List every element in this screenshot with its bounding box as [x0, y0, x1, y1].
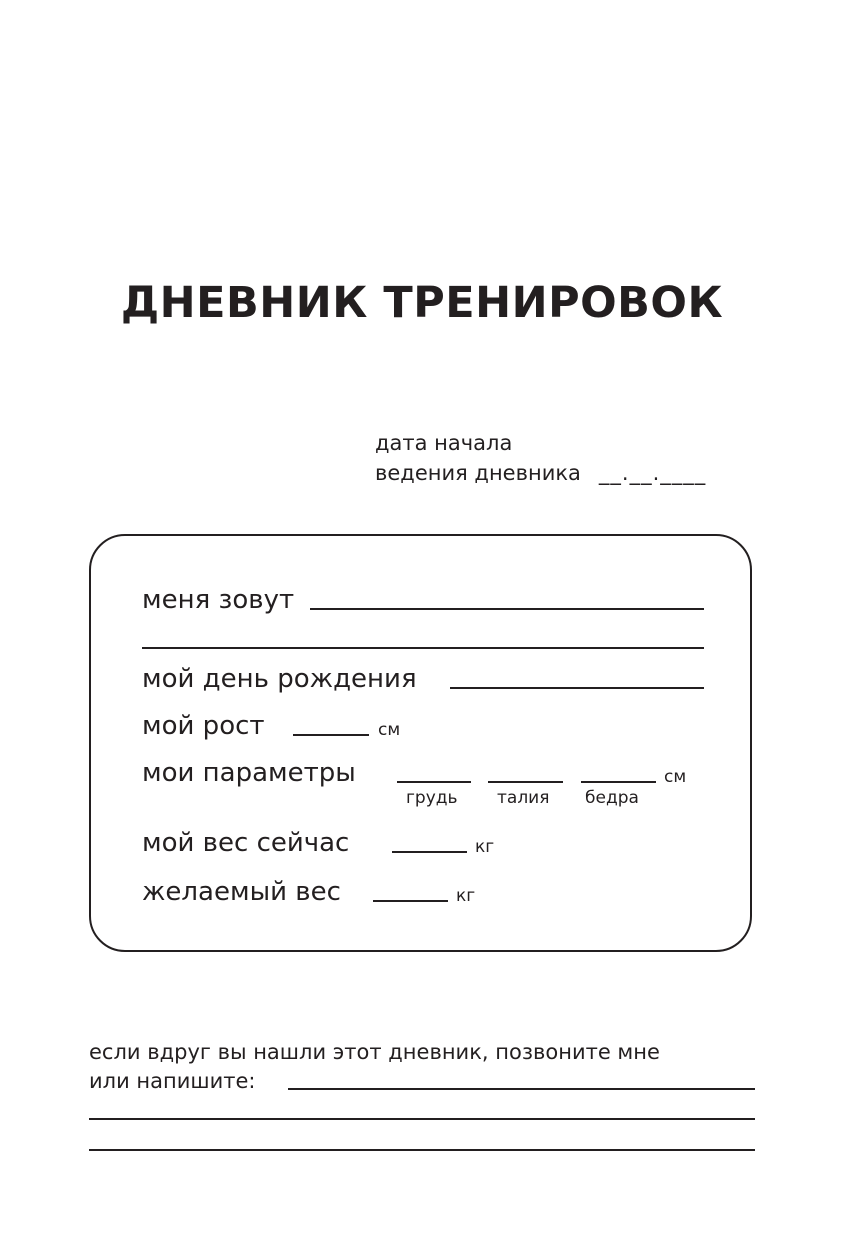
birthday-field[interactable]	[450, 687, 704, 689]
weight-goal-label: желаемый вес	[142, 877, 341, 907]
name-field-continuation[interactable]	[142, 647, 704, 649]
birthday-label: мой день рождения	[142, 664, 417, 694]
page-title: ДНЕВНИК ТРЕНИРОВОК	[120, 278, 724, 328]
waist-caption: талия	[497, 788, 550, 808]
name-field[interactable]	[310, 608, 704, 610]
height-label: мой рост	[142, 711, 265, 741]
weight-goal-unit: кг	[456, 886, 476, 906]
params-label: мои параметры	[142, 758, 356, 788]
height-unit: см	[378, 720, 401, 740]
chest-caption: грудь	[406, 788, 458, 808]
footer-line2: или напишите:	[89, 1069, 256, 1093]
start-date-label-line1: дата начала	[375, 431, 513, 455]
weight-now-label: мой вес сейчас	[142, 828, 350, 858]
waist-field[interactable]	[488, 781, 563, 783]
params-unit: см	[664, 767, 687, 787]
contact-field[interactable]	[288, 1088, 755, 1090]
footer-line1: если вдруг вы нашли этот дневник, позвоните мне	[89, 1040, 660, 1064]
contact-field-line2[interactable]	[89, 1118, 755, 1120]
weight-now-unit: кг	[475, 837, 495, 857]
chest-field[interactable]	[397, 781, 471, 783]
contact-field-line3[interactable]	[89, 1149, 755, 1151]
hips-field[interactable]	[581, 781, 656, 783]
weight-now-field[interactable]	[392, 851, 467, 853]
start-date-field[interactable]: __.__.____	[598, 461, 707, 485]
weight-goal-field[interactable]	[373, 900, 448, 902]
height-field[interactable]	[293, 734, 369, 736]
hips-caption: бедра	[585, 788, 639, 808]
start-date-block	[375, 428, 706, 488]
name-label: меня зовут	[142, 585, 295, 615]
start-date-label-line2: ведения дневника	[375, 461, 581, 485]
